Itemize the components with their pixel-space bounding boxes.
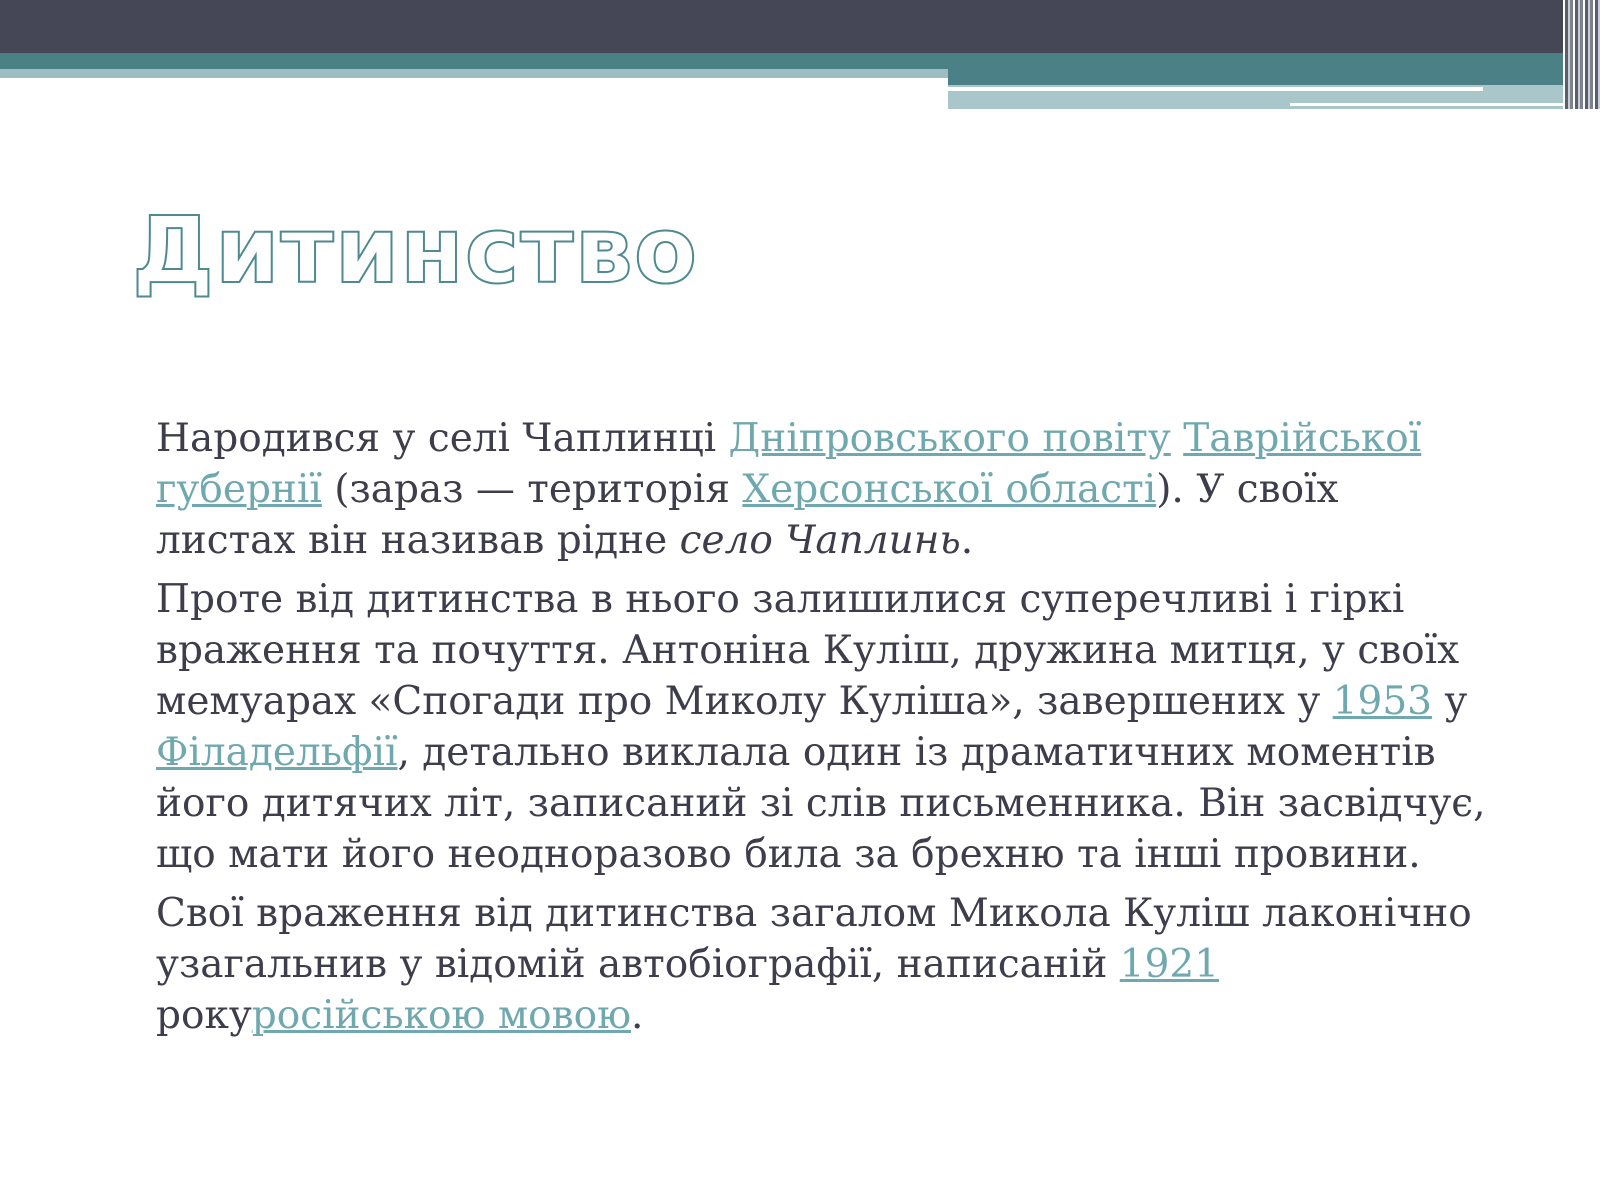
header-band-light	[0, 69, 948, 78]
italic-village-name: село Чаплинь	[679, 518, 961, 563]
header-band-dark	[0, 0, 1600, 53]
header-band-teal-right	[948, 53, 1563, 85]
text-span: ). У своїх листах він називав рідне	[156, 467, 1339, 563]
header-band-teal	[0, 53, 948, 69]
text-span: Свої враження від дитинства загалом Микола Куліш лаконічно узагальнив у відомій автобіографії, написаній	[156, 891, 1472, 987]
text-span: (зараз — територія	[321, 467, 743, 512]
corner-stripes-decoration	[1563, 0, 1600, 109]
link-tavriya-governorate[interactable]: Таврійської губернії	[156, 416, 1422, 512]
text-span: Народився у селі Чаплинці	[156, 416, 729, 461]
paragraph-autobiography	[156, 888, 1486, 1041]
paragraph-birth	[156, 413, 1486, 566]
text-span: .	[960, 518, 974, 563]
link-kherson-oblast[interactable]: Херсонської області	[742, 467, 1157, 512]
header-divider-line	[1290, 103, 1563, 106]
link-year-1953[interactable]: 1953	[1332, 679, 1432, 724]
paragraph-memories	[156, 574, 1486, 880]
slide-title: Дитинство	[132, 197, 699, 304]
link-philadelphia[interactable]: Філадельфії	[156, 730, 398, 775]
link-year-1921[interactable]: 1921	[1119, 942, 1220, 987]
text-span	[1171, 416, 1183, 461]
link-russian-language[interactable]: російською мовою	[251, 993, 632, 1038]
text-span: .	[631, 993, 644, 1038]
link-dnipro-county[interactable]: Дніпровського повіту	[728, 416, 1171, 461]
text-span: Проте від дитинства в нього залишилися суперечливі і гіркі враження та почуття. Антоніна Куліш, дружина митця, у своїх мемуарах «Спогади про Миколу Куліша», завершених у	[156, 577, 1460, 724]
header-divider-line	[948, 87, 1483, 91]
text-span: у	[1431, 679, 1468, 724]
slide-body	[156, 413, 1486, 1049]
text-span: року	[156, 993, 252, 1038]
text-span: , детально виклала один із драматичних моментів його дитячих літ, записаний зі слів письменника. Він засвідчує, що мати його неодноразово била за брехню та інші провини.	[156, 730, 1486, 877]
